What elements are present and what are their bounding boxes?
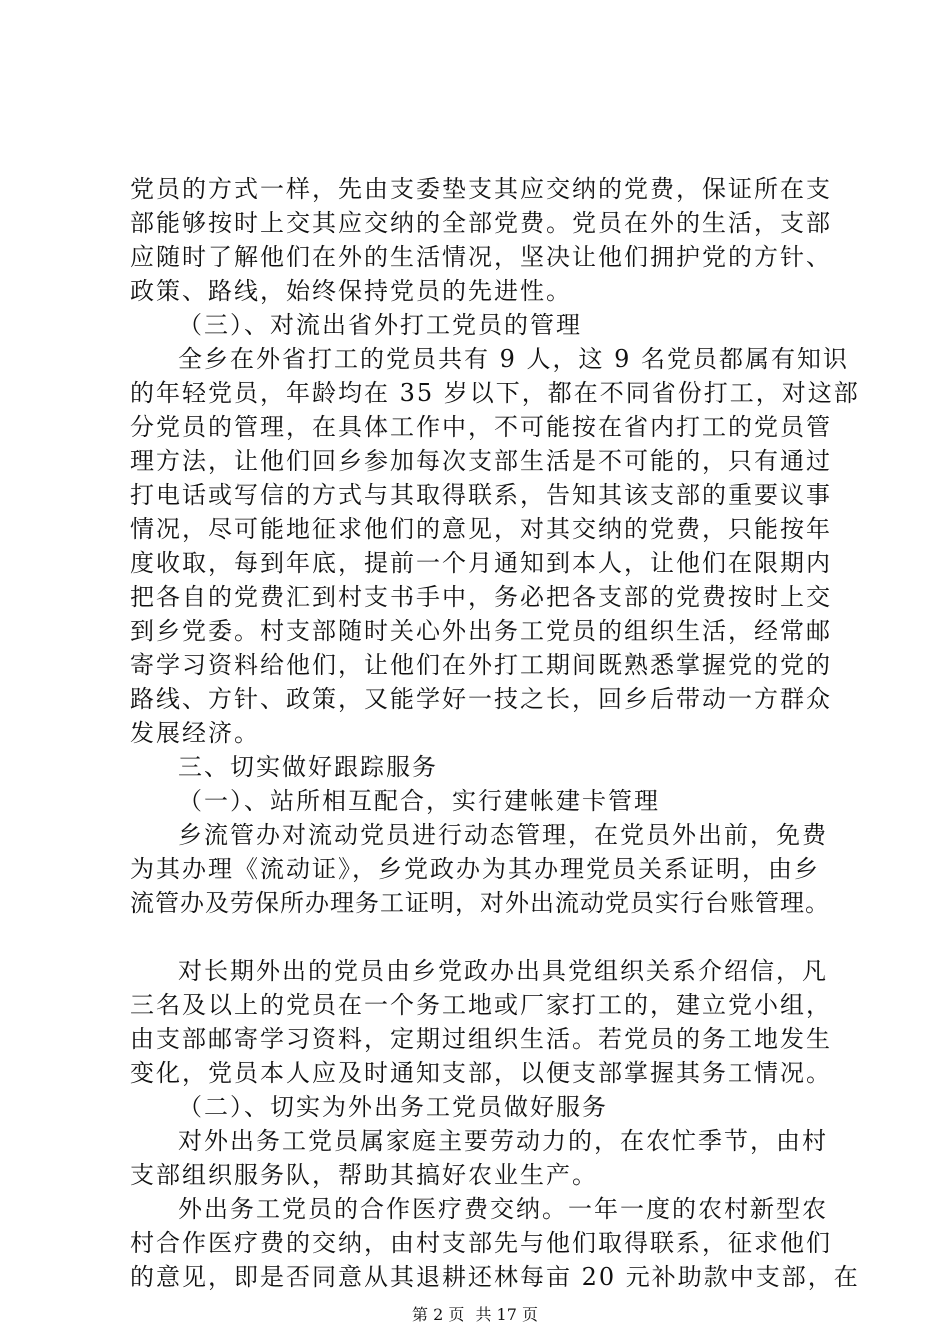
section-heading: （一）、站所相互配合，实行建帐建卡管理 (178, 787, 660, 815)
paragraph-line: 流管办及劳保所办理务工证明，对外出流动党员实行台账管理。 (130, 889, 830, 917)
paragraph-line: 的意见，即是否同意从其退耕还林每亩 20 元补助款中支部，在 (130, 1263, 860, 1291)
paragraph-line: 路线、方针、政策，又能学好一技之长，回乡后带动一方群众 (130, 685, 832, 713)
paragraph-line: 度收取，每到年底，提前一个月通知到本人，让他们在限期内 (130, 549, 832, 577)
paragraph-line: 对长期外出的党员由乡党政办出具党组织关系介绍信，凡 (178, 957, 828, 985)
paragraph-line: 为其办理《流动证》，乡党政办为其办理党员关系证明，由乡 (130, 855, 820, 883)
paragraph-line: 外出务工党员的合作医疗费交纳。一年一度的农村新型农 (178, 1195, 828, 1223)
paragraph-line: 的年轻党员，年龄均在 35 岁以下，都在不同省份打工，对这部 (130, 379, 860, 407)
paragraph-line: 政策、路线，始终保持党员的先进性。 (130, 277, 572, 305)
paragraph-line: 应随时了解他们在外的生活情况，坚决让他们拥护党的方针、 (130, 243, 832, 271)
section-heading: （三）、对流出省外打工党员的管理 (178, 311, 582, 339)
page-footer (0, 1305, 950, 1325)
paragraph-line: 把各自的党费汇到村支书手中，务必把各支部的党费按时上交 (130, 583, 832, 611)
paragraph-line: 村合作医疗费的交纳，由村支部先与他们取得联系，征求他们 (130, 1229, 832, 1257)
paragraph-line: 分党员的管理，在具体工作中，不可能按在省内打工的党员管 (130, 413, 832, 441)
paragraph-line: 发展经济。 (130, 719, 260, 747)
paragraph-line: 乡流管办对流动党员进行动态管理，在党员外出前，免费 (178, 821, 828, 849)
section-heading: 三、切实做好跟踪服务 (178, 753, 438, 781)
page-number: 第 2 页 (412, 1305, 465, 1324)
paragraph-line: 变化，党员本人应及时通知支部，以便支部掌握其务工情况。 (130, 1059, 832, 1087)
paragraph-line: 情况，尽可能地征求他们的意见，对其交纳的党费，只能按年 (130, 515, 832, 543)
section-heading: （二）、切实为外出务工党员做好服务 (178, 1093, 608, 1121)
paragraph-line: 对外出务工党员属家庭主要劳动力的，在农忙季节，由村 (178, 1127, 828, 1155)
paragraph-line: 支部组织服务队，帮助其搞好农业生产。 (130, 1161, 598, 1189)
paragraph-line: 到乡党委。村支部随时关心外出务工党员的组织生活，经常邮 (130, 617, 832, 645)
paragraph-line: 全乡在外省打工的党员共有 9 人，这 9 名党员都属有知识 (178, 345, 850, 373)
page-total: 共 17 页 (475, 1305, 538, 1324)
paragraph-line: 打电话或写信的方式与其取得联系，告知其该支部的重要议事 (130, 481, 832, 509)
paragraph-line: 理方法，让他们回乡参加每次支部生活是不可能的，只有通过 (130, 447, 832, 475)
paragraph-line: 党员的方式一样，先由支委垫支其应交纳的党费，保证所在支 (130, 175, 832, 203)
paragraph-line: 部能够按时上交其应交纳的全部党费。党员在外的生活，支部 (130, 209, 832, 237)
paragraph-line: 寄学习资料给他们，让他们在外打工期间既熟悉掌握党的党的 (130, 651, 832, 679)
paragraph-line: 三名及以上的党员在一个务工地或厂家打工的，建立党小组， (130, 991, 832, 1019)
paragraph-line: 由支部邮寄学习资料，定期过组织生活。若党员的务工地发生 (130, 1025, 832, 1053)
